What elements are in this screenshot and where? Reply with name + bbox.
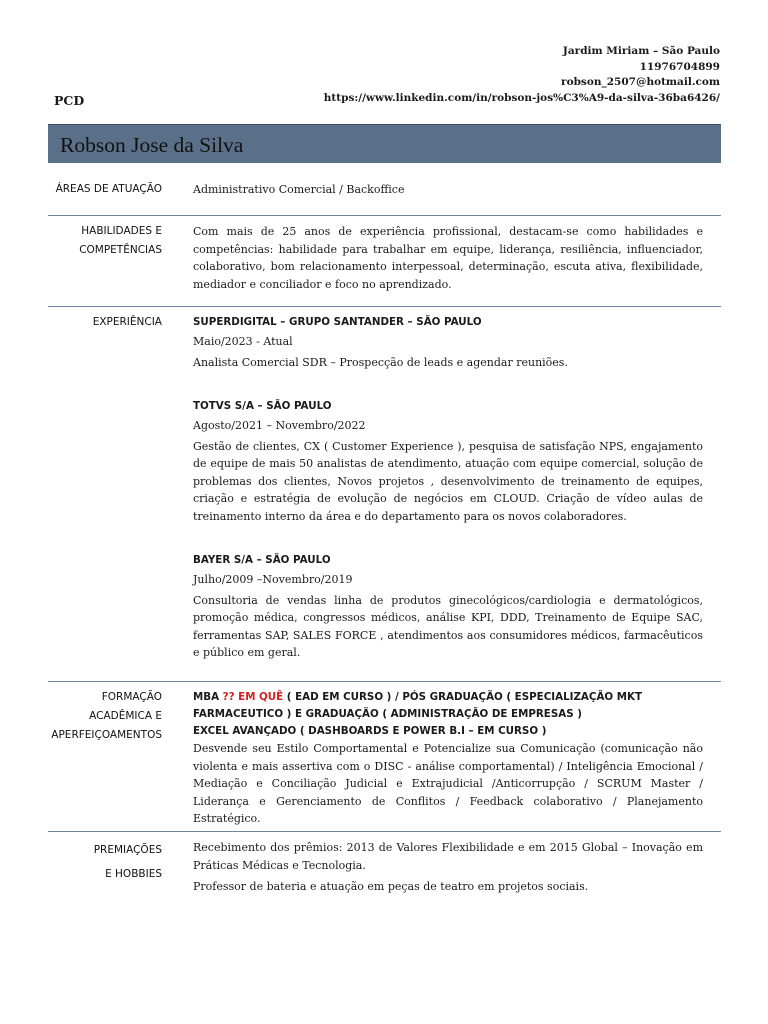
- job-company: SUPERDIGITAL – GRUPO SANTANDER – SÃO PAULO: [193, 316, 482, 328]
- job-description: Analista Comercial SDR – Prospecção de leads e agendar reuniões.: [193, 355, 568, 369]
- job-period: Agosto/2021 – Novembro/2022: [193, 419, 366, 432]
- job-period: Julho/2009 –Novembro/2019: [193, 573, 353, 586]
- candidate-name: Robson Jose da Silva: [60, 133, 244, 157]
- job-description: Gestão de clientes, CX ( Customer Experience ), pesquisa de satisfação NPS, engajamento de equipe de mais 50 analistas de atendimento, atuação com equipe comercial, solução de problemas dos clientes, Novos projetos , desenvolvimento de treinamento de equipes, criação e estratégia de evolução de negócios em CLOUD. Criação de vídeo aulas de treinamento interno da área e do departamento para os novos colaboradores.: [193, 439, 703, 523]
- job-entry: [193, 314, 703, 371]
- name-banner: [48, 124, 721, 163]
- pcd-label: PCD: [54, 93, 85, 108]
- areas-label: ÁREAS DE ATUAÇÃO: [55, 183, 162, 195]
- job-period: Maio/2023 - Atual: [193, 335, 293, 348]
- job-entry: [193, 398, 703, 525]
- job-entry: [193, 552, 703, 662]
- skills-label: HABILIDADES E COMPETÊNCIAS: [79, 225, 162, 256]
- contact-block: [324, 44, 720, 106]
- awards-label: PREMIAÇÕES E HOBBIES: [93, 844, 162, 880]
- areas-text: Administrativo Comercial / Backoffice: [193, 183, 405, 196]
- contact-linkedin[interactable]: https://www.linkedin.com/in/robson-jos%C3%A9-da-silva-36ba6426/: [323, 91, 720, 104]
- job-company: BAYER S/A – SÃO PAULO: [193, 554, 331, 566]
- section-divider: [48, 306, 721, 307]
- awards-content: [193, 839, 703, 896]
- hobbies-text: Professor de bateria e atuação em peças de teatro em projetos sociais.: [193, 880, 589, 893]
- education-content: [193, 689, 703, 828]
- mba-placeholder: ?? EM QUÊ: [222, 691, 284, 703]
- section-divider: [48, 215, 721, 216]
- awards-text: Recebimento dos prêmios: 2013 de Valores Flexibilidade e em 2015 Global – Inovação em Práticas Médicas e Tecnologia.: [193, 841, 703, 872]
- job-description: Consultoria de vendas linha de produtos ginecológicos/cardiologia e dermatológicos, promoção médica, congressos médicos, análise KPI, DDD, Treinamento de Equipe SAC, ferramentas SAP, SALES FORCE , atendimentos aos consumidores médicos, farmacêuticos e público em geral.: [193, 593, 703, 659]
- experience-list: [193, 314, 703, 662]
- contact-phone: 11976704899: [639, 60, 720, 73]
- courses-list: Desvende seu Estilo Comportamental e Potencialize sua Comunicação (comunicação não violenta e mais assertiva com o DISC - análise comportamental) / Inteligência Emocional / Mediação e Conciliação Judicial e Extrajudicial /Anticorrupção / SCRUM Master / Liderança e Gerenciamento de Conflitos / Feedback colaborativo / Planejamento Estratégico.: [193, 742, 703, 825]
- excel-course: EXCEL AVANÇADO ( DASHBOARDS E POWER B.I – EM CURSO ): [193, 725, 547, 737]
- skills-text: Com mais de 25 anos de experiência profissional, destacam-se como habilidades e competências: habilidade para trabalhar em equipe, liderança, resiliência, influenciador, colaborativo, bom relacionamento interpessoal, determinação, escuta ativa, flexibilidade, mediador e conciliador e foco no aprendizado.: [193, 225, 703, 291]
- contact-email[interactable]: robson_2507@hotmail.com: [561, 76, 720, 88]
- section-divider: [48, 831, 721, 832]
- contact-location: Jardim Miriam – São Paulo: [562, 45, 720, 57]
- education-label: FORMAÇÃO ACADÊMICA E APERFEIÇOAMENTOS: [51, 691, 162, 741]
- degrees: MBA ?? EM QUÊ ( EAD EM CURSO ) / PÓS GRADUAÇÃO ( ESPECIALIZAÇÃO MKT FARMACEUTICO ) E GRADUAÇÃO ( ADMINISTRAÇÃO DE EMPRESAS ): [193, 691, 643, 720]
- experience-label: EXPERIÊNCIA: [92, 316, 162, 328]
- section-divider: [48, 681, 721, 682]
- job-company: TOTVS S/A – SÃO PAULO: [193, 400, 332, 412]
